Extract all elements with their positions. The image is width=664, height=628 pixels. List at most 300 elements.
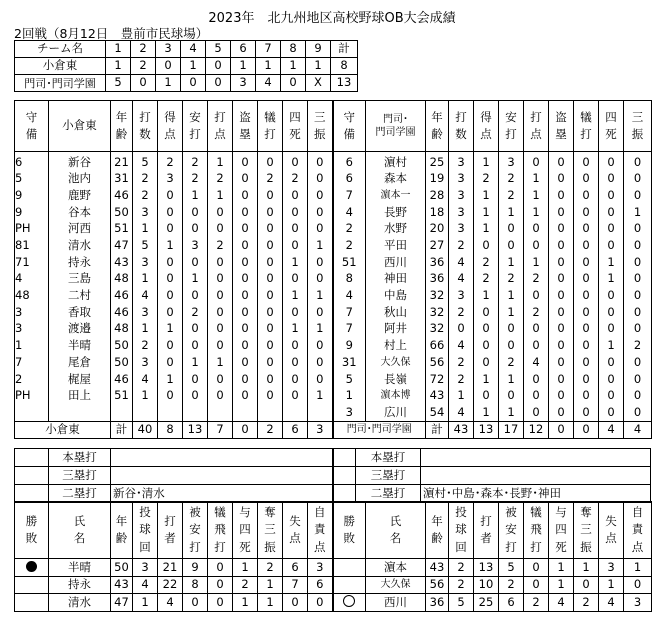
- right-batter-cell: 0: [624, 288, 652, 305]
- page-title: 2023年 北九州地区高校野球OB大会成績: [208, 11, 456, 26]
- left-batter-cell: 0: [158, 187, 183, 204]
- right-name-header: 氏 名: [366, 502, 426, 559]
- right-bb-header: 四 死: [599, 101, 624, 152]
- left-batter-cell: 0: [208, 221, 233, 238]
- batting-row: [15, 271, 652, 288]
- right-pitcher-stat: 25: [474, 594, 499, 612]
- left-batter-cell: 半晴: [49, 338, 111, 355]
- batting-table: [14, 100, 652, 439]
- left-batter-cell: [111, 404, 133, 421]
- left-batter-cell: 1: [133, 271, 158, 288]
- left-batter-cell: 0: [233, 371, 258, 388]
- extra-right-blank: [333, 467, 356, 485]
- right-pitcher-stat: 13: [474, 559, 499, 577]
- batting-row: [15, 321, 652, 338]
- left-batter-cell: [308, 404, 333, 421]
- left-batter-cell: 0: [283, 388, 308, 405]
- left-batter-cell: 1: [208, 354, 233, 371]
- extra-right-players: [421, 449, 651, 467]
- left-batter-cell: 尾倉: [49, 354, 111, 371]
- linescore-table: [14, 40, 358, 92]
- left-batter-cell: 0: [233, 221, 258, 238]
- inning-score: 3: [231, 75, 256, 92]
- right-batter-cell: 8: [333, 271, 366, 288]
- right-pitcher-stat: 0: [524, 559, 549, 577]
- right-batter-cell: 0: [599, 221, 624, 238]
- right-pitcher-stat: 1: [549, 559, 574, 577]
- right-pitcher-name: 大久保: [366, 576, 426, 594]
- right-rbi-header: 打 点: [524, 101, 549, 152]
- left-batter-cell: [283, 404, 308, 421]
- right-batter-cell: 0: [574, 338, 599, 355]
- right-batter-cell: 0: [624, 321, 652, 338]
- right-batter-cell: 3: [449, 204, 474, 221]
- right-batter-cell: 25: [426, 152, 449, 171]
- left-total-value: 40: [133, 422, 158, 439]
- right-batter-cell: 28: [426, 187, 449, 204]
- right-batter-cell: 0: [599, 388, 624, 405]
- right-batter-cell: 2: [449, 237, 474, 254]
- right-batter-cell: 4: [449, 338, 474, 355]
- left-age-header: 年 齢: [111, 101, 133, 152]
- left-h-header: 被 安 打: [183, 502, 208, 559]
- left-batter-cell: 0: [158, 354, 183, 371]
- left-batter-cell: 3: [183, 237, 208, 254]
- left-batter-cell: 0: [158, 388, 183, 405]
- right-batter-cell: 66: [426, 338, 449, 355]
- left-batter-cell: [233, 404, 258, 421]
- left-batter-cell: 3: [133, 204, 158, 221]
- left-batter-cell: 31: [111, 171, 133, 188]
- left-batter-cell: 0: [308, 371, 333, 388]
- right-batter-cell: 1: [499, 404, 524, 421]
- right-batter-cell: 1: [333, 388, 366, 405]
- right-batter-cell: 1: [599, 254, 624, 271]
- left-batter-cell: 1: [15, 338, 49, 355]
- right-r-header: 得 点: [474, 101, 499, 152]
- left-batter-cell: 2: [183, 152, 208, 171]
- left-result-cell: [15, 559, 49, 577]
- right-batter-cell: 4: [333, 288, 366, 305]
- left-pitcher-stat: 0: [208, 594, 233, 612]
- right-batter-cell: 0: [524, 221, 549, 238]
- right-result-cell: [333, 576, 366, 594]
- left-batter-cell: 51: [111, 388, 133, 405]
- right-pitcher-stat: 2: [524, 594, 549, 612]
- left-batter-cell: 0: [183, 338, 208, 355]
- batting-row: [15, 204, 652, 221]
- left-batter-cell: 1: [158, 237, 183, 254]
- right-batter-cell: 7: [333, 321, 366, 338]
- right-batter-cell: 0: [574, 254, 599, 271]
- left-pitcher-stat: 0: [208, 559, 233, 577]
- left-pitcher-stat: 0: [308, 594, 333, 612]
- left-batter-cell: 清水: [49, 237, 111, 254]
- right-batter-cell: 0: [624, 304, 652, 321]
- right-batter-cell: 32: [426, 288, 449, 305]
- left-batter-cell: 0: [233, 321, 258, 338]
- extra-left-players: [111, 449, 333, 467]
- inning-score: 0: [181, 75, 206, 92]
- left-batter-cell: 0: [158, 304, 183, 321]
- right-batter-cell: 0: [499, 321, 524, 338]
- right-batter-cell: 0: [549, 271, 574, 288]
- left-pitcher-stat: 3: [133, 559, 158, 577]
- left-batter-cell: 0: [308, 304, 333, 321]
- left-pitcher-stat: 1: [233, 559, 258, 577]
- extra-left-blank: [15, 449, 49, 467]
- right-batter-cell: 0: [599, 204, 624, 221]
- right-pitcher-stat: 10: [474, 576, 499, 594]
- inning-header: 2: [131, 41, 156, 58]
- left-batter-cell: 2: [183, 171, 208, 188]
- left-batter-cell: 0: [283, 271, 308, 288]
- left-batter-cell: 0: [308, 204, 333, 221]
- left-batter-cell: 2: [258, 171, 283, 188]
- left-batter-cell: 0: [283, 354, 308, 371]
- left-bb-header: 与 四 死: [233, 502, 258, 559]
- batting-row: [15, 354, 652, 371]
- left-result-cell: [15, 576, 49, 594]
- left-batter-cell: 0: [208, 304, 233, 321]
- right-batter-cell: 0: [599, 354, 624, 371]
- left-batter-cell: 三島: [49, 271, 111, 288]
- pitching-row: [15, 559, 652, 577]
- right-batter-cell: 1: [474, 204, 499, 221]
- right-batter-cell: 1: [624, 204, 652, 221]
- right-bb-header: 与 四 死: [549, 502, 574, 559]
- right-batter-cell: 森本: [366, 171, 426, 188]
- left-sac-header: 犠 飛 打: [208, 502, 233, 559]
- left-name-header: 氏 名: [49, 502, 111, 559]
- right-batter-cell: 0: [624, 354, 652, 371]
- left-pitcher-stat: 1: [133, 594, 158, 612]
- left-batter-cell: 71: [15, 254, 49, 271]
- right-batter-cell: 7: [333, 304, 366, 321]
- extra-hit-row: [15, 485, 651, 503]
- right-batter-cell: 3: [449, 221, 474, 238]
- extra-left-players: 新谷･清水: [111, 485, 333, 503]
- left-batter-cell: 0: [308, 254, 333, 271]
- left-batter-cell: 0: [258, 221, 283, 238]
- right-batter-cell: 1: [599, 271, 624, 288]
- left-batter-cell: 0: [308, 171, 333, 188]
- left-batter-cell: 0: [233, 338, 258, 355]
- left-batter-cell: 0: [208, 204, 233, 221]
- left-batter-cell: 0: [258, 354, 283, 371]
- right-batter-cell: 0: [549, 371, 574, 388]
- left-total-value: 6: [283, 422, 308, 439]
- game-info: 2回戦（8月12日 豊前市民球場）: [14, 26, 209, 41]
- right-batter-cell: 0: [549, 304, 574, 321]
- left-batter-cell: 1: [183, 354, 208, 371]
- left-batter-cell: 0: [183, 321, 208, 338]
- left-batter-cell: 河西: [49, 221, 111, 238]
- left-result-header: 勝 敗: [15, 502, 49, 559]
- left-batter-cell: 0: [283, 371, 308, 388]
- right-batter-cell: 2: [624, 338, 652, 355]
- right-pos-header: 守 備: [333, 101, 366, 152]
- right-batter-cell: 0: [549, 338, 574, 355]
- left-batter-cell: 0: [308, 221, 333, 238]
- right-batter-cell: 長野: [366, 204, 426, 221]
- right-age-header: 年 齢: [426, 502, 449, 559]
- left-batter-cell: 0: [233, 152, 258, 171]
- left-batter-cell: 0: [258, 288, 283, 305]
- left-pitcher-stat: 9: [183, 559, 208, 577]
- right-batter-cell: 0: [574, 388, 599, 405]
- inning-header: 5: [206, 41, 231, 58]
- left-batter-cell: 0: [233, 204, 258, 221]
- team-name: 小倉東: [15, 58, 106, 75]
- right-batter-cell: 0: [599, 371, 624, 388]
- inning-header: 1: [106, 41, 131, 58]
- right-batter-cell: 27: [426, 237, 449, 254]
- left-batter-cell: 81: [15, 237, 49, 254]
- right-batter-cell: 2: [524, 304, 549, 321]
- right-batter-cell: 0: [599, 152, 624, 171]
- right-result-cell: [333, 559, 366, 577]
- right-batter-cell: 7: [333, 187, 366, 204]
- left-batter-cell: 9: [15, 187, 49, 204]
- right-batter-cell: 0: [549, 171, 574, 188]
- left-batter-cell: 0: [233, 271, 258, 288]
- right-pitcher-stat: 1: [624, 559, 652, 577]
- right-age-header: 年 齢: [426, 101, 449, 152]
- right-batter-cell: 1: [499, 204, 524, 221]
- right-batter-cell: 中島: [366, 288, 426, 305]
- right-pitcher-stat: 4: [599, 594, 624, 612]
- right-er-header: 自 責 点: [624, 502, 652, 559]
- left-batter-cell: 3: [15, 304, 49, 321]
- right-batter-cell: 31: [333, 354, 366, 371]
- right-batter-cell: 0: [574, 404, 599, 421]
- right-batter-cell: 0: [549, 254, 574, 271]
- left-batter-cell: 0: [158, 271, 183, 288]
- right-sb-header: 盗 塁: [549, 101, 574, 152]
- left-batter-cell: 0: [258, 204, 283, 221]
- left-batter-cell: 3: [15, 321, 49, 338]
- right-so-header: 三 振: [624, 101, 652, 152]
- left-batter-cell: 0: [158, 204, 183, 221]
- left-batter-cell: 1: [283, 288, 308, 305]
- left-batter-cell: 0: [258, 321, 283, 338]
- right-batter-cell: 1: [499, 288, 524, 305]
- left-batter-cell: 0: [183, 254, 208, 271]
- right-batter-cell: 36: [426, 254, 449, 271]
- right-batter-cell: 0: [624, 152, 652, 171]
- left-pitcher-stat: 8: [183, 576, 208, 594]
- right-batter-cell: 0: [549, 221, 574, 238]
- left-batter-cell: 5: [15, 171, 49, 188]
- inning-header: 4: [181, 41, 206, 58]
- left-pitcher-stat: 0: [283, 594, 308, 612]
- pitching-row: [15, 576, 652, 594]
- right-pitcher-stat: 36: [426, 594, 449, 612]
- total-score: 8: [331, 58, 358, 75]
- right-batter-cell: 0: [624, 271, 652, 288]
- left-batter-cell: 0: [258, 187, 283, 204]
- pitching-row: [15, 594, 652, 612]
- right-batter-cell: 0: [574, 152, 599, 171]
- pitching-table: [14, 501, 652, 612]
- right-total-value: 43: [449, 422, 474, 439]
- extra-right-label: 三塁打: [356, 467, 421, 485]
- right-batter-cell: 2: [474, 271, 499, 288]
- left-batter-cell: 48: [111, 321, 133, 338]
- right-batter-cell: 0: [524, 288, 549, 305]
- right-batter-cell: 0: [624, 404, 652, 421]
- left-pitcher-name: 清水: [49, 594, 111, 612]
- left-er-header: 自 責 点: [308, 502, 333, 559]
- left-batter-cell: PH: [15, 388, 49, 405]
- left-batter-cell: 1: [133, 321, 158, 338]
- right-batter-cell: 0: [474, 237, 499, 254]
- right-batter-cell: 0: [599, 404, 624, 421]
- right-batter-cell: 0: [524, 237, 549, 254]
- right-total-value: 0: [574, 422, 599, 439]
- extra-hit-row: [15, 467, 651, 485]
- left-batter-cell: 0: [258, 338, 283, 355]
- linescore-row: [15, 75, 358, 92]
- left-batter-cell: 0: [258, 152, 283, 171]
- left-pitcher-stat: 6: [308, 576, 333, 594]
- right-batter-cell: 1: [499, 371, 524, 388]
- left-batter-cell: 48: [15, 288, 49, 305]
- left-pitcher-stat: 43: [111, 576, 133, 594]
- right-batter-cell: 3: [449, 288, 474, 305]
- left-batter-cell: 7: [15, 354, 49, 371]
- right-totals-team: 門司･門司学園: [333, 422, 426, 439]
- left-batter-cell: 0: [233, 171, 258, 188]
- right-result-cell: [333, 594, 366, 612]
- left-batter-cell: 0: [283, 187, 308, 204]
- left-pitcher-name: 半晴: [49, 559, 111, 577]
- left-age-header: 年 齢: [111, 502, 133, 559]
- left-batter-cell: 1: [158, 321, 183, 338]
- right-ip-header: 投 球 回: [449, 502, 474, 559]
- batting-row: [15, 152, 652, 171]
- right-total-value: 0: [549, 422, 574, 439]
- right-batter-cell: 1: [524, 204, 549, 221]
- left-batter-cell: 0: [158, 288, 183, 305]
- total-score: 13: [331, 75, 358, 92]
- linescore-row: [15, 58, 358, 75]
- left-batter-cell: 新谷: [49, 152, 111, 171]
- left-batter-cell: 渡邉: [49, 321, 111, 338]
- left-batter-cell: 3: [158, 171, 183, 188]
- left-batter-cell: 46: [111, 304, 133, 321]
- left-batter-cell: 3: [133, 254, 158, 271]
- left-batter-cell: 0: [208, 288, 233, 305]
- right-batter-cell: 1: [599, 338, 624, 355]
- left-batter-cell: 0: [208, 321, 233, 338]
- left-batter-cell: 0: [208, 254, 233, 271]
- total-header: 計: [331, 41, 358, 58]
- batting-totals-row: [15, 422, 652, 439]
- left-batter-cell: 田上: [49, 388, 111, 405]
- inning-score: 2: [131, 58, 156, 75]
- left-batter-cell: 0: [258, 388, 283, 405]
- left-batter-cell: 0: [283, 237, 308, 254]
- right-batter-cell: 20: [426, 221, 449, 238]
- left-batter-cell: [158, 404, 183, 421]
- left-pitcher-stat: 6: [283, 559, 308, 577]
- right-batter-cell: 4: [449, 254, 474, 271]
- left-pitcher-name: 持永: [49, 576, 111, 594]
- right-batter-cell: 6: [333, 171, 366, 188]
- right-batter-cell: 51: [333, 254, 366, 271]
- right-pitcher-stat: 3: [599, 559, 624, 577]
- right-batter-cell: 0: [624, 371, 652, 388]
- left-batter-cell: 4: [133, 288, 158, 305]
- extra-left-blank: [15, 467, 49, 485]
- inning-score: 0: [206, 75, 231, 92]
- right-batter-cell: 2: [474, 254, 499, 271]
- left-batter-cell: 46: [111, 371, 133, 388]
- right-batter-cell: 32: [426, 321, 449, 338]
- left-batter-cell: 2: [158, 152, 183, 171]
- left-batter-cell: 50: [111, 354, 133, 371]
- left-batter-cell: [258, 404, 283, 421]
- pitching-header-row: [15, 502, 652, 559]
- right-batter-cell: 0: [624, 171, 652, 188]
- extra-base-hits-table: [14, 448, 651, 503]
- right-batter-cell: 2: [333, 221, 366, 238]
- right-batter-cell: 3: [449, 187, 474, 204]
- left-batter-cell: 0: [158, 221, 183, 238]
- right-batter-cell: 0: [599, 187, 624, 204]
- right-batter-cell: 0: [599, 321, 624, 338]
- left-batter-cell: 5: [133, 152, 158, 171]
- right-batter-cell: 2: [333, 237, 366, 254]
- right-batter-cell: 0: [549, 288, 574, 305]
- left-so-header: 奪 三 振: [258, 502, 283, 559]
- right-batter-cell: 2: [474, 171, 499, 188]
- right-batter-cell: 0: [549, 354, 574, 371]
- left-batter-cell: 0: [208, 338, 233, 355]
- right-batter-cell: 1: [524, 254, 549, 271]
- left-pitcher-stat: 21: [158, 559, 183, 577]
- right-batter-cell: 3: [499, 152, 524, 171]
- left-pitcher-stat: 1: [233, 594, 258, 612]
- team-name-header: チーム名: [15, 41, 106, 58]
- left-batter-cell: 0: [233, 288, 258, 305]
- left-batter-cell: 2: [283, 171, 308, 188]
- right-batter-cell: 村上: [366, 338, 426, 355]
- right-batter-cell: 36: [426, 271, 449, 288]
- left-batter-cell: 50: [111, 204, 133, 221]
- right-batter-cell: 0: [549, 388, 574, 405]
- right-batter-cell: 濵本博: [366, 388, 426, 405]
- right-result-header: 勝 敗: [333, 502, 366, 559]
- right-batter-cell: 0: [549, 187, 574, 204]
- left-batter-cell: [208, 404, 233, 421]
- right-batter-cell: 2: [524, 271, 549, 288]
- right-batter-cell: 0: [549, 404, 574, 421]
- linescore-header-row: [15, 41, 358, 58]
- right-batter-cell: 0: [524, 321, 549, 338]
- extra-right-blank: [333, 485, 356, 503]
- save-mark-icon: [343, 595, 355, 607]
- right-batter-cell: 19: [426, 171, 449, 188]
- right-batter-cell: 0: [474, 388, 499, 405]
- left-batter-cell: 2: [208, 171, 233, 188]
- left-pitcher-stat: 50: [111, 559, 133, 577]
- left-batter-cell: 2: [133, 187, 158, 204]
- batting-row: [15, 237, 652, 254]
- extra-hit-row: [15, 449, 651, 467]
